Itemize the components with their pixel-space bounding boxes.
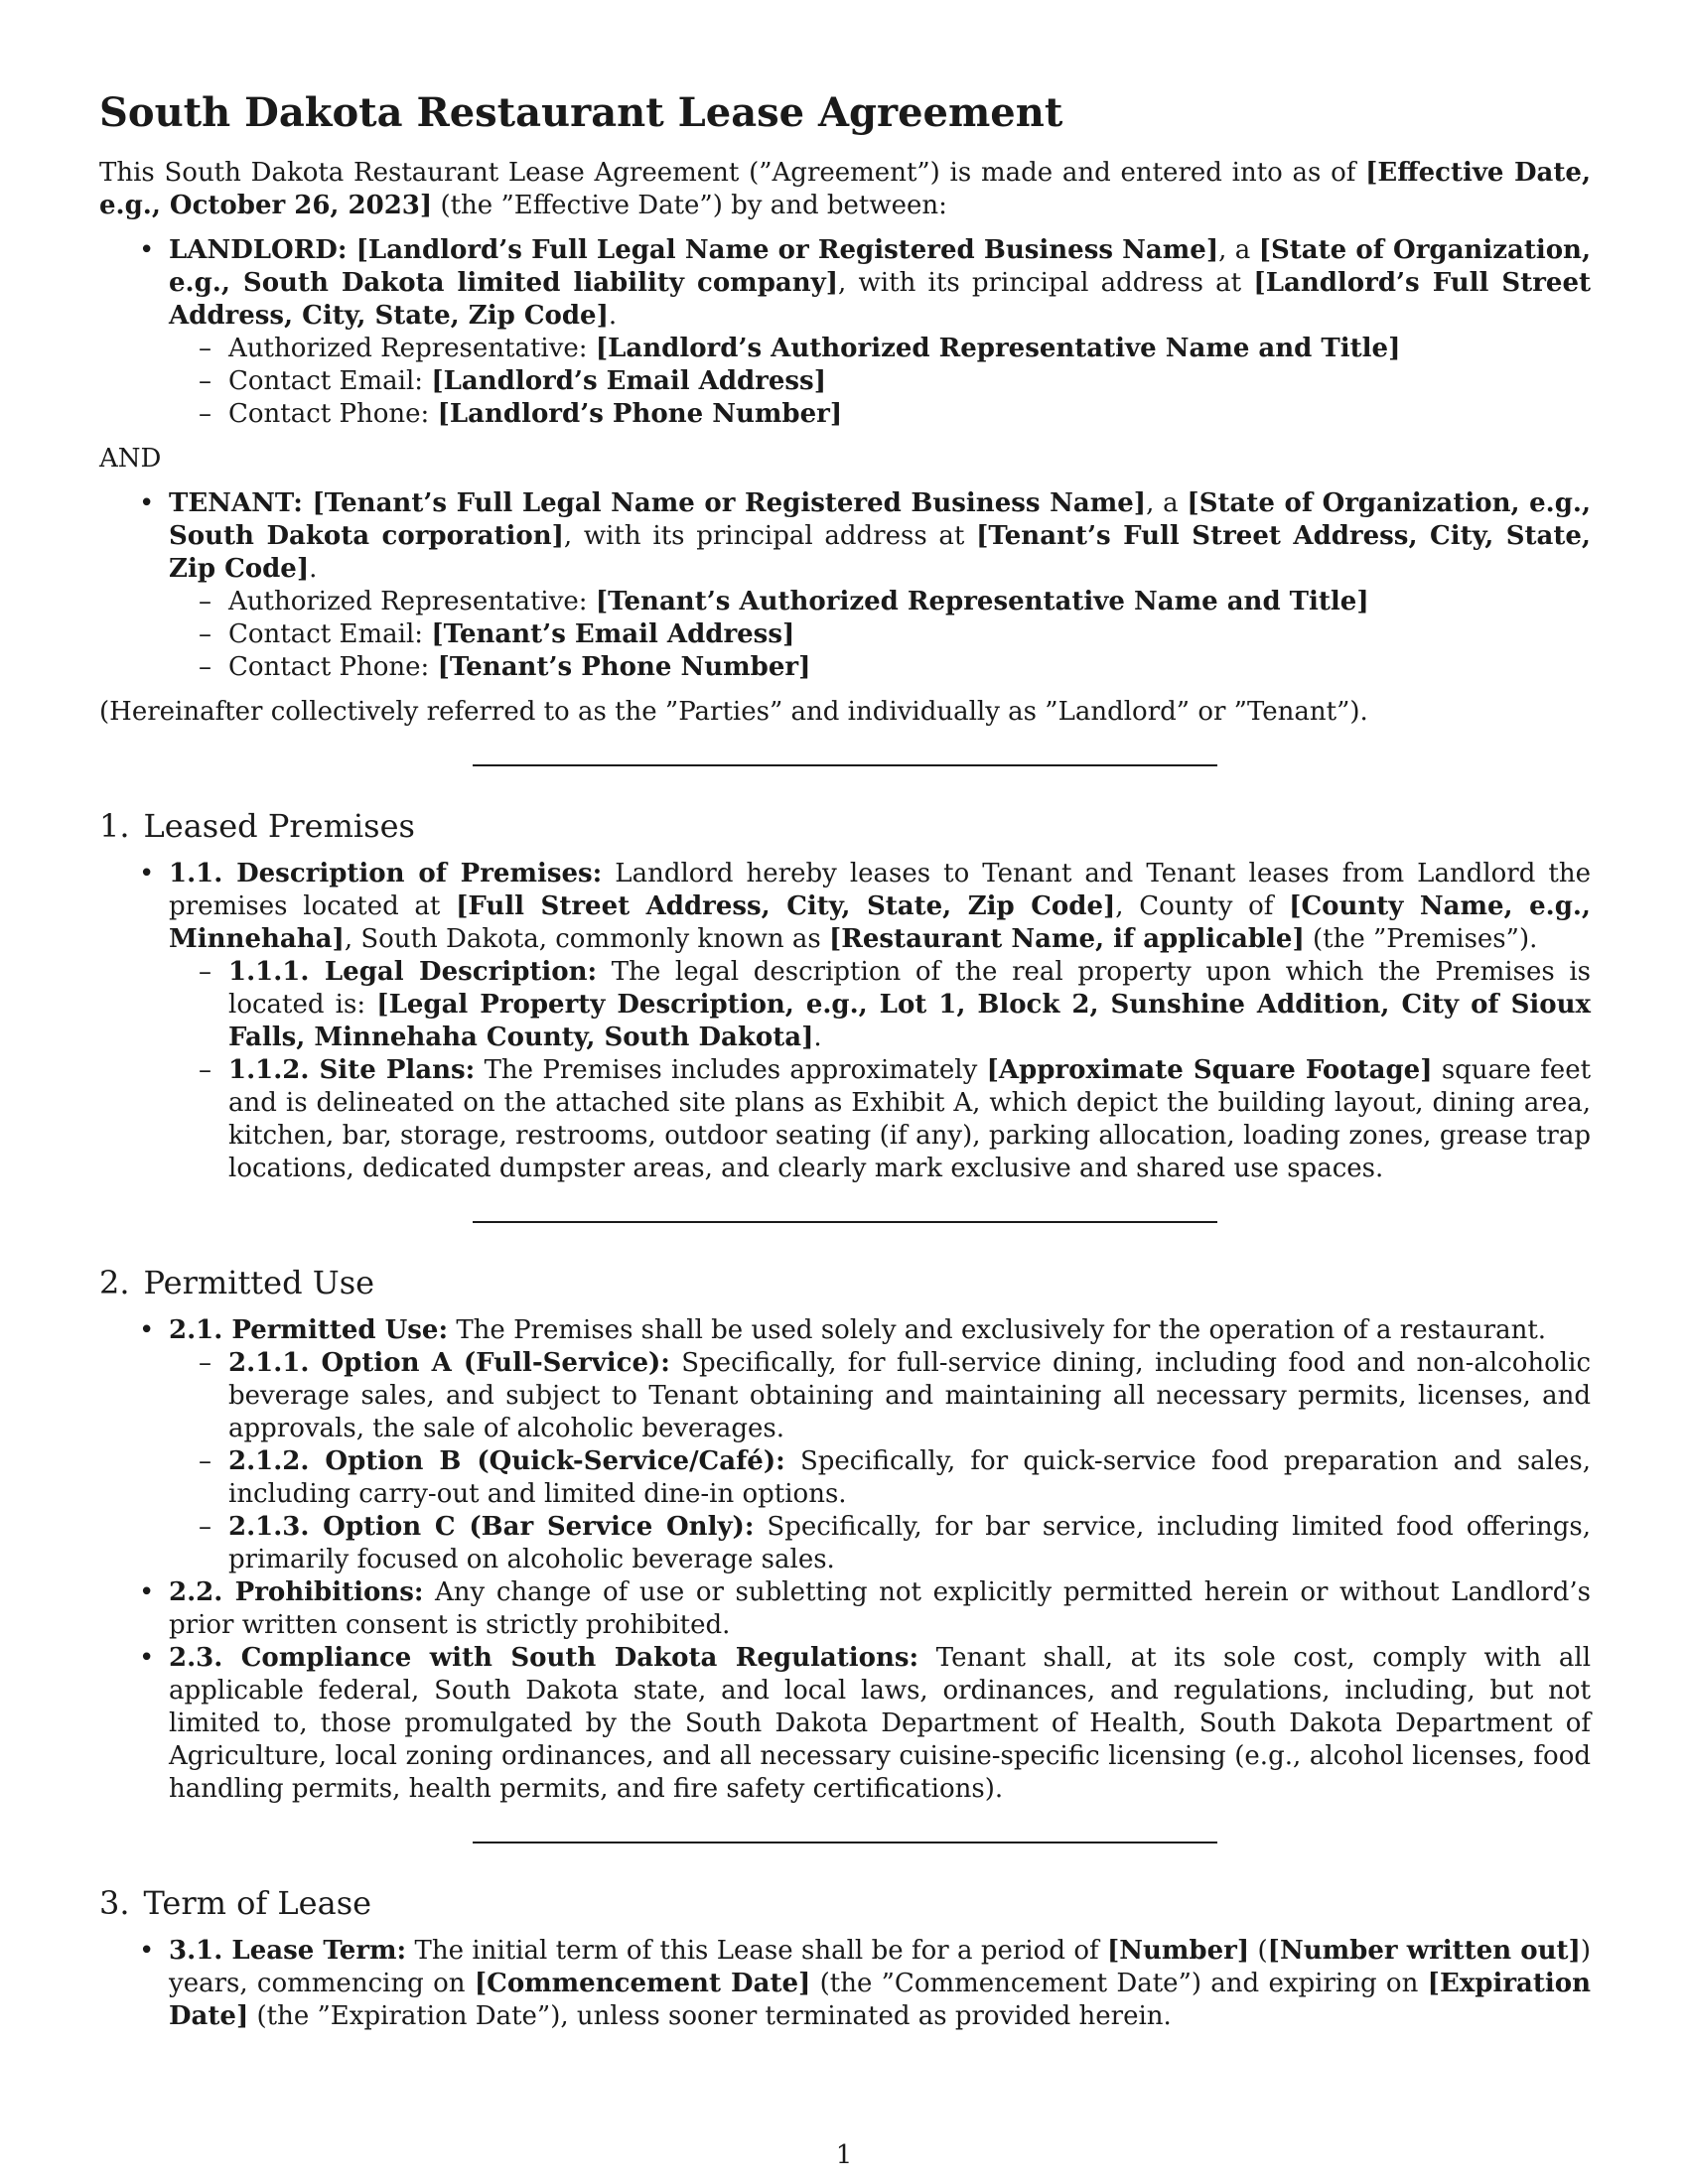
landlord-item: • LANDLORD: [Landlord’s Full Legal Name or Registered Business Name], a [State of Organization, e.g., South Dakota limited liability company], with its principal address at [Landlord’s Full Street Address, City, State, Zip Code]. – Authorized Representative: [Landlord’s Authorized Representative Name and Title] – Contact Email: [Landlord’s Email Address] – Contact Phone: [Landlord’s Phone Number] (139, 235, 1592, 429)
clause-1-1-2: – 1.1.2. Site Plans: The Premises includes approximately [Approximate Square Footage] square feet and is delineated on the attached site plans as Exhibit A, which depict the building layout, dining area, kitchen, bar, storage, restrooms, outdoor seating (if any), parking allocation, loading zones, grease trap locations, dedicated dumpster areas, and clearly mark exclusive and shared use spaces. (199, 1055, 1592, 1183)
document-page (99, 87, 1591, 2045)
landlord-email: – Contact Email: [Landlord’s Email Address] (199, 366, 826, 396)
landlord-name-placeholder: [Landlord’s Full Legal Name or Registered Business Name] (355, 235, 1219, 265)
page-number: 1 (835, 2140, 853, 2170)
dash-icon: – (199, 399, 211, 429)
dash-icon: – (199, 366, 211, 396)
landlord-list (99, 234, 1591, 431)
clause-2-1-3: – 2.1.3. Option C (Bar Service Only): Specifically, for bar service, including limited food offerings, primarily focused on alcoholic beverage sales. (199, 1512, 1591, 1574)
landlord-representative: – Authorized Representative: [Landlord’s Authorized Representative Name and Title] (199, 334, 1401, 363)
dash-icon: – (199, 1512, 211, 1542)
tenant-state-placeholder: [State of Organization, e.g., South Dakota corporation] (169, 488, 1591, 551)
bullet-icon: • (139, 1315, 155, 1345)
tenant-list (99, 487, 1591, 684)
clause-1-1: • 1.1. Description of Premises: Landlord hereby leases to Tenant and Tenant leases from Landlord the premises located at [Full Street Address, City, State, Zip Code], County of [County Name, e.g., Minnehaha], South Dakota, commonly known as [Restaurant Name, if applicable] (the ”Premises”). – 1.1.1. Legal Description: The legal description of the real property upon which the Premises is located is: [Legal Property Description, e.g., Lot 1, Block 2, Sunshine Addition, City of Sioux Falls, Minnehaha County, South Dakota]. – 1.1.2. Site Plans: The Premises includes approximately [Approximate Square Footage] square feet and is delineated on the attached site plans as Exhibit A, which depict the building layout, dining area, kitchen, bar, storage, restrooms, outdoor seating (if any), parking allocation, loading zones, grease trap locations, dedicated dumpster areas, and clearly mark exclusive and shared use spaces. (139, 859, 1592, 1183)
dash-icon: – (199, 334, 211, 363)
bullet-icon: • (139, 1643, 155, 1673)
section-3-list (99, 1935, 1591, 2033)
clause-2-2: • 2.2. Prohibitions: Any change of use or subletting not explicitly permitted herein or without Landlord’s prior written consent is strictly prohibited. (139, 1577, 1591, 1640)
dash-icon: – (199, 1348, 211, 1378)
dash-icon: – (199, 957, 211, 987)
clause-2-1: • 2.1. Permitted Use: The Premises shall be used solely and exclusively for the operation of a restaurant. – 2.1.1. Option A (Full-Service): Specifically, for full-service dining, including food and non-alcoholic beverage sales, and subject to Tenant obtaining and maintaining all necessary permits, licenses, and approvals, the sale of alcoholic beverages. – 2.1.2. Option B (Quick-Service/Café): Specifically, for quick-service food preparation and sales, including carry-out and limited dine-in options. – 2.1.3. Option C (Bar Service Only): Specifically, for bar service, including limited food offerings, primarily focused on alcoholic beverage sales. (139, 1315, 1592, 1574)
section-heading-term-of-lease: 3. Term of Lease (99, 1884, 372, 1922)
bullet-icon: • (139, 1936, 155, 1966)
dash-icon: – (199, 619, 211, 649)
tenant-phone: – Contact Phone: [Tenant’s Phone Number] (199, 652, 811, 682)
landlord-address-placeholder: [Landlord’s Full Street Address, City, State, Zip Code] (169, 268, 1592, 331)
clause-1-1-1: – 1.1.1. Legal Description: The legal description of the real property upon which the Premises is located is: [Legal Property Description, e.g., Lot 1, Block 2, Sunshine Addition, City of Sioux Falls, Minnehaha County, South Dakota]. (199, 957, 1591, 1052)
landlord-phone: – Contact Phone: [Landlord’s Phone Number] (199, 399, 843, 429)
bullet-icon: • (139, 235, 155, 265)
dash-icon: – (199, 1055, 211, 1085)
tenant-address-placeholder: [Tenant’s Full Street Address, City, State, Zip Code] (169, 521, 1591, 584)
section-divider (473, 1221, 1217, 1223)
tenant-item: • TENANT: [Tenant’s Full Legal Name or Registered Business Name], a [State of Organization, e.g., South Dakota corporation], with its principal address at [Tenant’s Full Street Address, City, State, Zip Code]. – Authorized Representative: [Tenant’s Authorized Representative Name and Title] – Contact Email: [Tenant’s Email Address] – Contact Phone: [Tenant’s Phone Number] (139, 488, 1591, 682)
section-divider (473, 764, 1217, 766)
section-1-list (99, 858, 1591, 1185)
dash-icon: – (199, 587, 211, 616)
effective-date-placeholder: [Effective Date, e.g., October 26, 2023] (99, 158, 1591, 220)
document-title: South Dakota Restaurant Lease Agreement (99, 89, 1063, 136)
section-heading-permitted-use: 2. Permitted Use (99, 1264, 375, 1301)
bullet-icon: • (139, 859, 155, 888)
landlord-contact-list (169, 333, 1591, 431)
clause-2-1-2: – 2.1.2. Option B (Quick-Service/Café): Specifically, for quick-service food preparation and sales, including carry-out and limited dine-in options. (199, 1446, 1591, 1509)
section-divider (473, 1842, 1217, 1843)
and-separator: AND (99, 444, 162, 474)
landlord-state-placeholder: [State of Organization, e.g., South Dakota limited liability company] (169, 235, 1591, 298)
tenant-name-placeholder: [Tenant’s Full Legal Name or Registered Business Name] (312, 488, 1147, 518)
clause-2-1-1: – 2.1.1. Option A (Full-Service): Specifically, for full-service dining, including food and non-alcoholic beverage sales, and subject to Tenant obtaining and maintaining all necessary permits, licenses, and approvals, the sale of alcoholic beverages. (199, 1348, 1592, 1443)
section-heading-leased-premises: 1. Leased Premises (99, 807, 415, 845)
clause-3-1: • 3.1. Lease Term: The initial term of this Lease shall be for a period of [Number] ([Number written out]) years, commencing on [Commencement Date] (the ”Commencement Date”) and expiring on [Expiration Date] (the ”Expiration Date”), unless sooner terminated as provided herein. (139, 1936, 1591, 2031)
bullet-icon: • (139, 488, 155, 518)
dash-icon: – (199, 1446, 211, 1476)
dash-icon: – (199, 652, 211, 682)
hereinafter-paragraph: (Hereinafter collectively referred to as the ”Parties” and individually as ”Landlord” or ”Tenant”). (99, 697, 1368, 727)
bullet-icon: • (139, 1577, 155, 1607)
tenant-representative: – Authorized Representative: [Tenant’s Authorized Representative Name and Title] (199, 587, 1369, 616)
clause-2-3: • 2.3. Compliance with South Dakota Regulations: Tenant shall, at its sole cost, comply with all applicable federal, South Dakota state, and local laws, ordinances, and regulations, including, but not limited to, those promulgated by the South Dakota Department of Health, South Dakota Department of Agriculture, local zoning ordinances, and all necessary cuisine-specific licensing (e.g., alcohol licenses, food handling permits, health permits, and fire safety certifications). (139, 1643, 1592, 1804)
intro-paragraph: This South Dakota Restaurant Lease Agreement (”Agreement”) is made and entered into as of [Effective Date, e.g., October 26, 2023] (the ”Effective Date”) by and between: (99, 158, 1591, 220)
clause-1-1-sublist (169, 956, 1591, 1185)
tenant-contact-list (169, 586, 1591, 684)
clause-2-1-sublist (169, 1347, 1591, 1576)
section-2-list (99, 1314, 1591, 1806)
tenant-email: – Contact Email: [Tenant’s Email Address] (199, 619, 795, 649)
